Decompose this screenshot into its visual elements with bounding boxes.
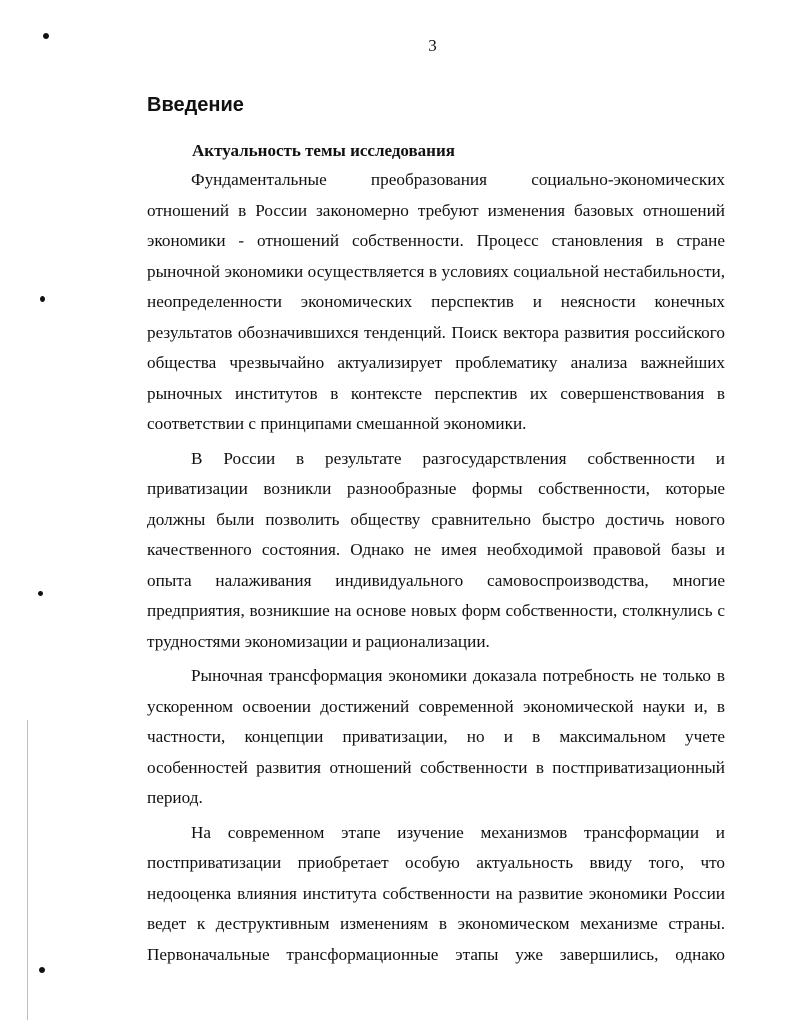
- scan-speck: [40, 296, 45, 302]
- scan-margin-line: [27, 720, 28, 1020]
- body-text: [147, 165, 725, 970]
- paragraph: Рыночная трансформация экономики доказала потребность не только в ускоренном освоении достижений современной экономической науки и, в частности, концепции приватизации, но и в максимальном учете особенностей развития отношений собственности в постприватизационный период.: [147, 666, 725, 807]
- section-heading: Введение: [147, 94, 244, 116]
- scan-speck: [38, 591, 43, 596]
- paragraph: Фундаментальные преобразования социально-экономических отношений в России закономерно требуют изменения базовых отношений экономики - отношений собственности. Процесс становления в стране рыночной экономики осуществляется в условиях социальной нестабильности, неопределенности экономических перспектив и неясности конечных результатов обозначившихся тенденций. Поиск вектора развития российского общества чрезвычайно актуализирует проблематику анализа важнейших рыночных институтов в контексте перспектив их совершенствования в соответствии с принципами смешанной экономики.: [147, 170, 725, 433]
- paragraph: В России в результате разгосударствления собственности и приватизации возникли разнообразные формы собственности, которые должны были позволить обществу сравнительно быстро достичь нового качественного состояния. Однако не имея необходимой правовой базы и опыта налаживания индивидуального самовоспроизводства, многие предприятия, возникшие на основе новых форм собственности, столкнулись с трудностями экономизации и рационализации.: [147, 448, 725, 651]
- subsection-heading: Актуальность темы исследования: [192, 141, 455, 160]
- scan-speck: [39, 967, 45, 973]
- paragraph: На современном этапе изучение механизмов трансформации и постприватизации приобретает особую актуальность ввиду того, что недооценка влияния института собственности на развитие экономики России ведет к деструктивным изменениям в экономическом механизме страны. Первоначальные трансформационные этапы уже завершились, однако: [147, 822, 725, 964]
- page-number: 3: [428, 36, 437, 55]
